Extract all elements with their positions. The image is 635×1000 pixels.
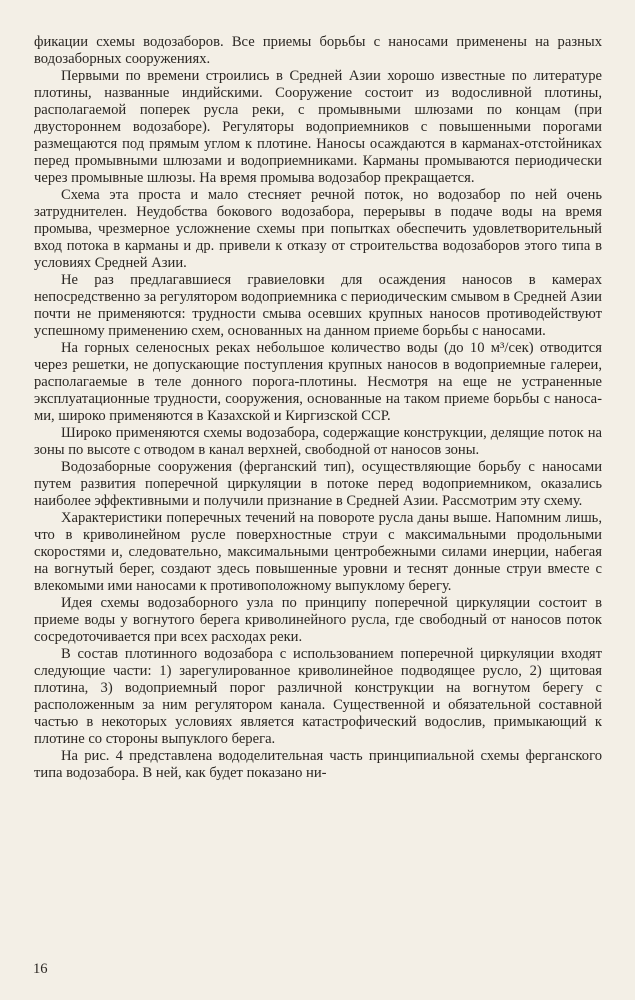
paragraph-scheme-idea: Идея схемы водозаборного узла по принципу поперечной циркуляции состоит в приеме воды у вогнутого берега криволинейного русла, где свободный от наносов поток сосредоточивается при всех расходах реки. <box>34 595 602 645</box>
paragraph-continuation: фикации схемы водозаборов. Все приемы борьбы с наносами применены на разных водозаборных сооружениях. <box>34 34 602 67</box>
paragraph-composition: В состав плотинного водозабора с использованием поперечной циркуляции входят следующие части: 1) зарегулированное криволинейное подводящее русло, 2) щитовая плотина, 3) водоприемный порог различной конструкции на вогнутом берегу с расположенным за ним регулятором канала. Существенной и обязательной составной частью в некоторых условиях является катастрофический водослив, примыкающий к плотине со стороны выпуклого берега. <box>34 646 602 747</box>
paragraph-transverse-currents: Характеристики поперечных течений на повороте русла даны выше. Напомним лишь, что в криволинейном русле поверхностные струи с максимальными продольными скоростями и, следовательно, максимальными центробежными силами инерции, набегая на вогнутый берег, создают здесь повышенные уровни и теснят донные струи вместе с влекомыми ими наносами к противоположному выпуклому берегу. <box>34 510 602 594</box>
page-number: 16 <box>33 961 48 977</box>
paragraph-zoned-intake: Широко применяются схемы водозабора, содержащие конструкции, делящие поток на зоны по высоте с отводом в канал верхней, свободной от наносов зоны. <box>34 425 602 458</box>
paragraph-scheme-simple: Схема эта проста и мало стесняет речной поток, но водозабор по ней очень затруднителен. Неудобства бокового водозабора, перерывы в подаче воды на время промыва, чрезмерное усложнение схемы при попытках обеспечить удовлетворительный вход потока в карманы и др. привели к отказу от строительства водозаборов этого типа в условиях Средней Азии. <box>34 187 602 271</box>
paragraph-gravel-traps: Не раз предлагавшиеся гравиеловки для осаждения наносов в камерах непосредственно за регулятором водоприемника с периодическим смывом в Средней Азии почти не применяются: трудности смыва осевших крупных наносов противодействуют успешному применению схем, основанных на данном приеме борьбы с наносами. <box>34 272 602 339</box>
paragraph-fergana-type: Водозаборные сооружения (ферганский тип), осуществляющие борьбу с наносами путем развития поперечной циркуляции в потоке перед водоприемником, оказались наиболее эффективными и получили признание в Средней Азии. Рассмотрим эту схему. <box>34 459 602 509</box>
paragraph-indian-dams: Первыми по времени строились в Средней Азии хорошо известные по литературе плотины, названные индийскими. Сооружение состоит из водосливной плотины, располагаемой поперек русла реки, с промывными шлюзами по концам (при двустороннем водозаборе). Регуляторы водоприемников с повышенными порогами размещаются под прямым углом к плотине. Наносы осаждаются в карманах-отстойниках перед промывными шлюзами и водоприемниками. Карманы промываются периодически через промывные шлюзы. На время промыва водозабор прекращается. <box>34 68 602 186</box>
paragraph-mountain-rivers: На горных селеносных реках небольшое количество воды (до 10 м³/сек) отводится через решетки, не допускающие поступления крупных наносов в водоприемные галереи, располагаемые в теле донного порога-плотины. Несмотря на еще не устраненные эксплуатационные трудности, сооружения, основанные на таком приеме борьбы с наносами, широко применяются в Казахской и Киргизской ССР. <box>34 340 602 424</box>
body-text <box>34 34 602 782</box>
paragraph-figure-reference: На рис. 4 представлена вододелительная часть принципиальной схемы ферганского типа водозабора. В ней, как будет показано ни- <box>34 748 602 781</box>
